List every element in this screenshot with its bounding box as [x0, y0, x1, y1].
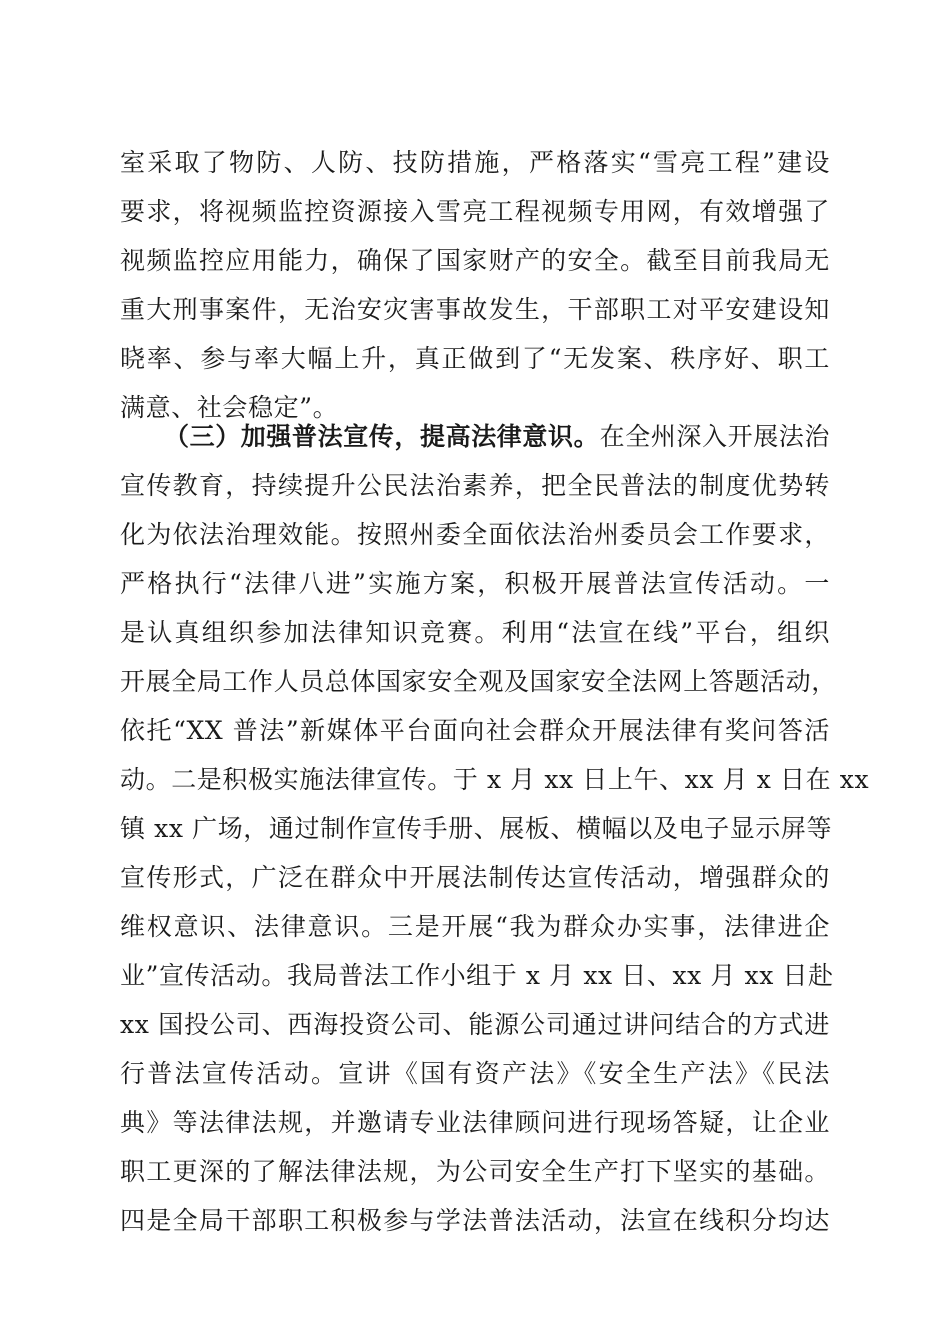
- section-heading: （三）加强普法宣传，提高法律意识。: [164, 422, 600, 451]
- paragraph-2-line-12: 业”宣传活动。我局普法工作小组于 x 月 xx 日、xx 月 xx 日赴: [120, 961, 834, 990]
- paragraph-2-line-14: 行普法宣传活动。宣讲《国有资产法》《安全生产法》《民法: [120, 1059, 830, 1088]
- paragraph-2-line-7: 依托“XX 普法”新媒体平台面向社会群众开展法律有奖问答活: [120, 716, 830, 745]
- paragraph-2-line-13: xx 国投公司、西海投资公司、能源公司通过讲问结合的方式进: [120, 1010, 830, 1039]
- paragraph-2-first-line-text: 在全州深入开展法治: [599, 422, 830, 451]
- paragraph-2-line-17: 四是全局干部职工积极参与学法普法活动，法宣在线积分均达: [120, 1206, 830, 1235]
- paragraph-2-line-16: 职工更深的了解法律法规，为公司安全生产打下坚实的基础。: [120, 1157, 830, 1186]
- paragraph-2-line-2: 宣传教育，持续提升公民法治素养，把全民普法的制度优势转: [120, 471, 830, 500]
- paragraph-2-line-8: 动。二是积极实施法律宣传。于 x 月 xx 日上午、xx 月 x 日在 xx: [120, 765, 870, 794]
- paragraph-1-line-5: 晓率、参与率大幅上升，真正做到了“无发案、秩序好、职工: [120, 344, 830, 373]
- paragraph-2-line-4: 严格执行“法律八进”实施方案，积极开展普法宣传活动。一: [120, 569, 830, 598]
- paragraph-1-line-6: 满意、社会稳定”。: [120, 393, 339, 422]
- paragraph-2-line-6: 开展全局工作人员总体国家安全观及国家安全法网上答题活动，: [120, 667, 837, 696]
- paragraph-1-line-3: 视频监控应用能力，确保了国家财产的安全。截至目前我局无: [120, 246, 830, 275]
- paragraph-1-line-2: 要求，将视频监控资源接入雪亮工程视频专用网，有效增强了: [120, 197, 830, 226]
- paragraph-2-line-5: 是认真组织参加法律知识竞赛。利用“法宣在线”平台，组织: [120, 618, 830, 647]
- paragraph-2-line-10: 宣传形式，广泛在群众中开展法制传达宣传活动，增强群众的: [120, 863, 830, 892]
- paragraph-2-first-line: [164, 420, 830, 454]
- paragraph-2-line-15: 典》等法律法规，并邀请专业法律顾问进行现场答疑，让企业: [120, 1108, 830, 1137]
- paragraph-2-line-3: 化为依法治理效能。按照州委全面依法治州委员会工作要求，: [120, 520, 830, 549]
- paragraph-1-line-1: 室采取了物防、人防、技防措施，严格落实“雪亮工程”建设: [120, 148, 830, 177]
- paragraph-2-line-11: 维权意识、法律意识。三是开展“我为群众办实事，法律进企: [120, 912, 830, 941]
- paragraph-1-line-4: 重大刑事案件，无治安灾害事故发生，干部职工对平安建设知: [120, 295, 830, 324]
- paragraph-2-line-9: 镇 xx 广场，通过制作宣传手册、展板、横幅以及电子显示屏等: [120, 814, 833, 843]
